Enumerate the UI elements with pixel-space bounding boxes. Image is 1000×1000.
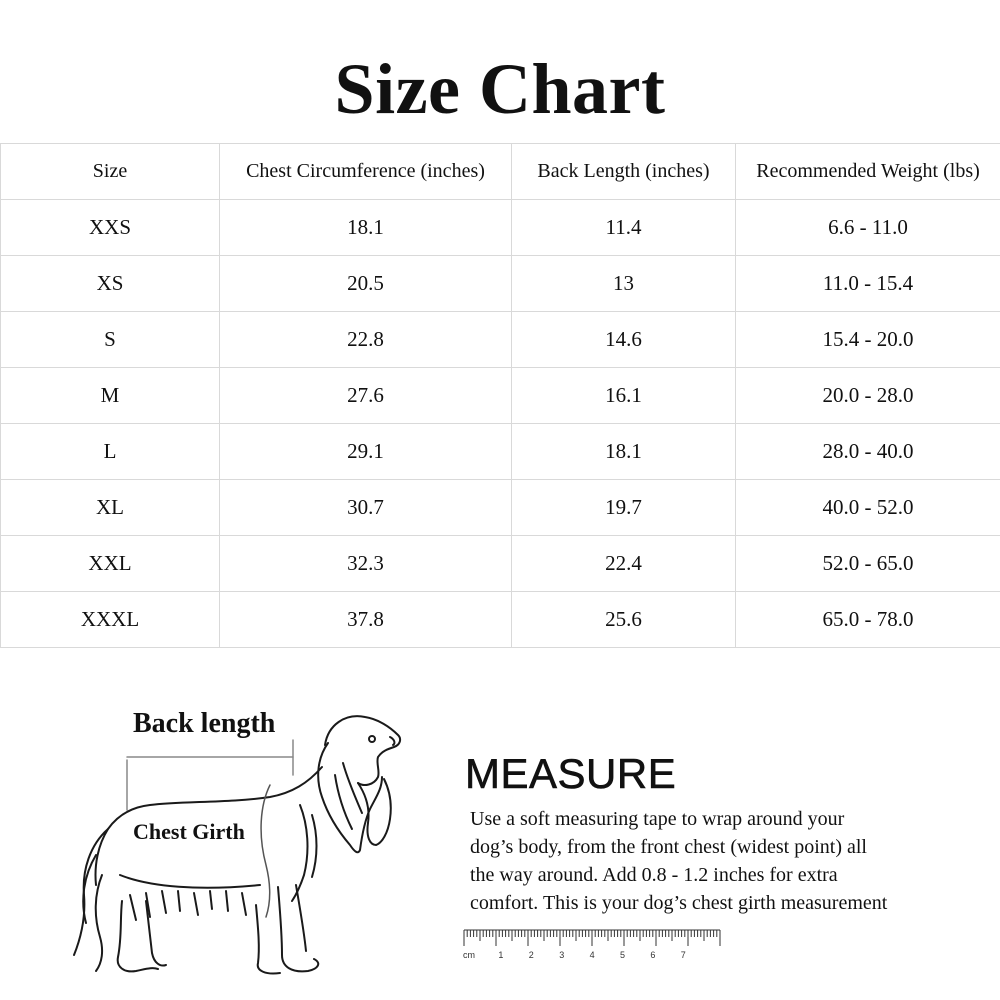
cell-chest: 29.1 (220, 424, 512, 480)
cell-back: 25.6 (512, 592, 736, 648)
cell-size: XS (1, 256, 220, 312)
cell-back: 13 (512, 256, 736, 312)
measure-line: comfort. This is your dog’s chest girth measurement (470, 892, 888, 914)
cell-back: 14.6 (512, 312, 736, 368)
measuring-ruler-icon (462, 928, 722, 964)
dog-illustration (60, 705, 420, 985)
cell-weight: 52.0 - 65.0 (736, 536, 1000, 592)
ruler-number: 2 (528, 950, 534, 960)
table-row (1, 536, 1000, 592)
cell-chest: 22.8 (220, 312, 512, 368)
cell-chest: 37.8 (220, 592, 512, 648)
table-row (1, 256, 1000, 312)
cell-back: 19.7 (512, 480, 736, 536)
ruler-number: 4 (589, 950, 595, 960)
cell-weight: 6.6 - 11.0 (736, 200, 1000, 256)
ruler-number: 1 (498, 950, 504, 960)
dog-outline-icon (60, 705, 420, 985)
measure-line: the way around. Add 0.8 - 1.2 inches for extra (470, 864, 838, 886)
header-chest-circumference: Chest Circumference (inches) (220, 144, 512, 200)
table-row (1, 312, 1000, 368)
cell-weight: 40.0 - 52.0 (736, 480, 1000, 536)
cell-weight: 28.0 - 40.0 (736, 424, 1000, 480)
cell-weight: 20.0 - 28.0 (736, 368, 1000, 424)
size-table (0, 143, 1000, 648)
table-row (1, 480, 1000, 536)
header-back-length: Back Length (inches) (512, 144, 736, 200)
measure-line: Use a soft measuring tape to wrap around your (470, 808, 845, 830)
cell-chest: 27.6 (220, 368, 512, 424)
cell-chest: 20.5 (220, 256, 512, 312)
cell-back: 22.4 (512, 536, 736, 592)
measure-heading: MEASURE (465, 750, 677, 797)
table-row (1, 424, 1000, 480)
measure-instructions (470, 805, 940, 917)
ruler-number: 3 (559, 950, 565, 960)
cell-chest: 18.1 (220, 200, 512, 256)
cell-size: XXXL (1, 592, 220, 648)
table-row (1, 200, 1000, 256)
page-title: Size Chart (334, 49, 666, 129)
cell-size: XXL (1, 536, 220, 592)
measure-line: dog’s body, from the front chest (widest point) all (470, 836, 867, 858)
ruler-number: 5 (620, 950, 626, 960)
back-length-label: Back length (133, 708, 276, 739)
cell-weight: 15.4 - 20.0 (736, 312, 1000, 368)
ruler-unit: cm (463, 950, 475, 960)
cell-chest: 30.7 (220, 480, 512, 536)
header-recommended-weight: Recommended Weight (lbs) (736, 144, 1000, 200)
cell-size: S (1, 312, 220, 368)
cell-size: XL (1, 480, 220, 536)
cell-back: 18.1 (512, 424, 736, 480)
cell-size: XXS (1, 200, 220, 256)
cell-weight: 11.0 - 15.4 (736, 256, 1000, 312)
header-size: Size (1, 144, 220, 200)
cell-back: 16.1 (512, 368, 736, 424)
cell-weight: 65.0 - 78.0 (736, 592, 1000, 648)
ruler-number: 7 (680, 950, 686, 960)
table-row (1, 592, 1000, 648)
cell-chest: 32.3 (220, 536, 512, 592)
cell-size: M (1, 368, 220, 424)
chest-girth-label: Chest Girth (133, 819, 245, 844)
cell-size: L (1, 424, 220, 480)
ruler-number: 6 (650, 950, 656, 960)
table-header-row (1, 144, 1000, 200)
table-row (1, 368, 1000, 424)
cell-back: 11.4 (512, 200, 736, 256)
